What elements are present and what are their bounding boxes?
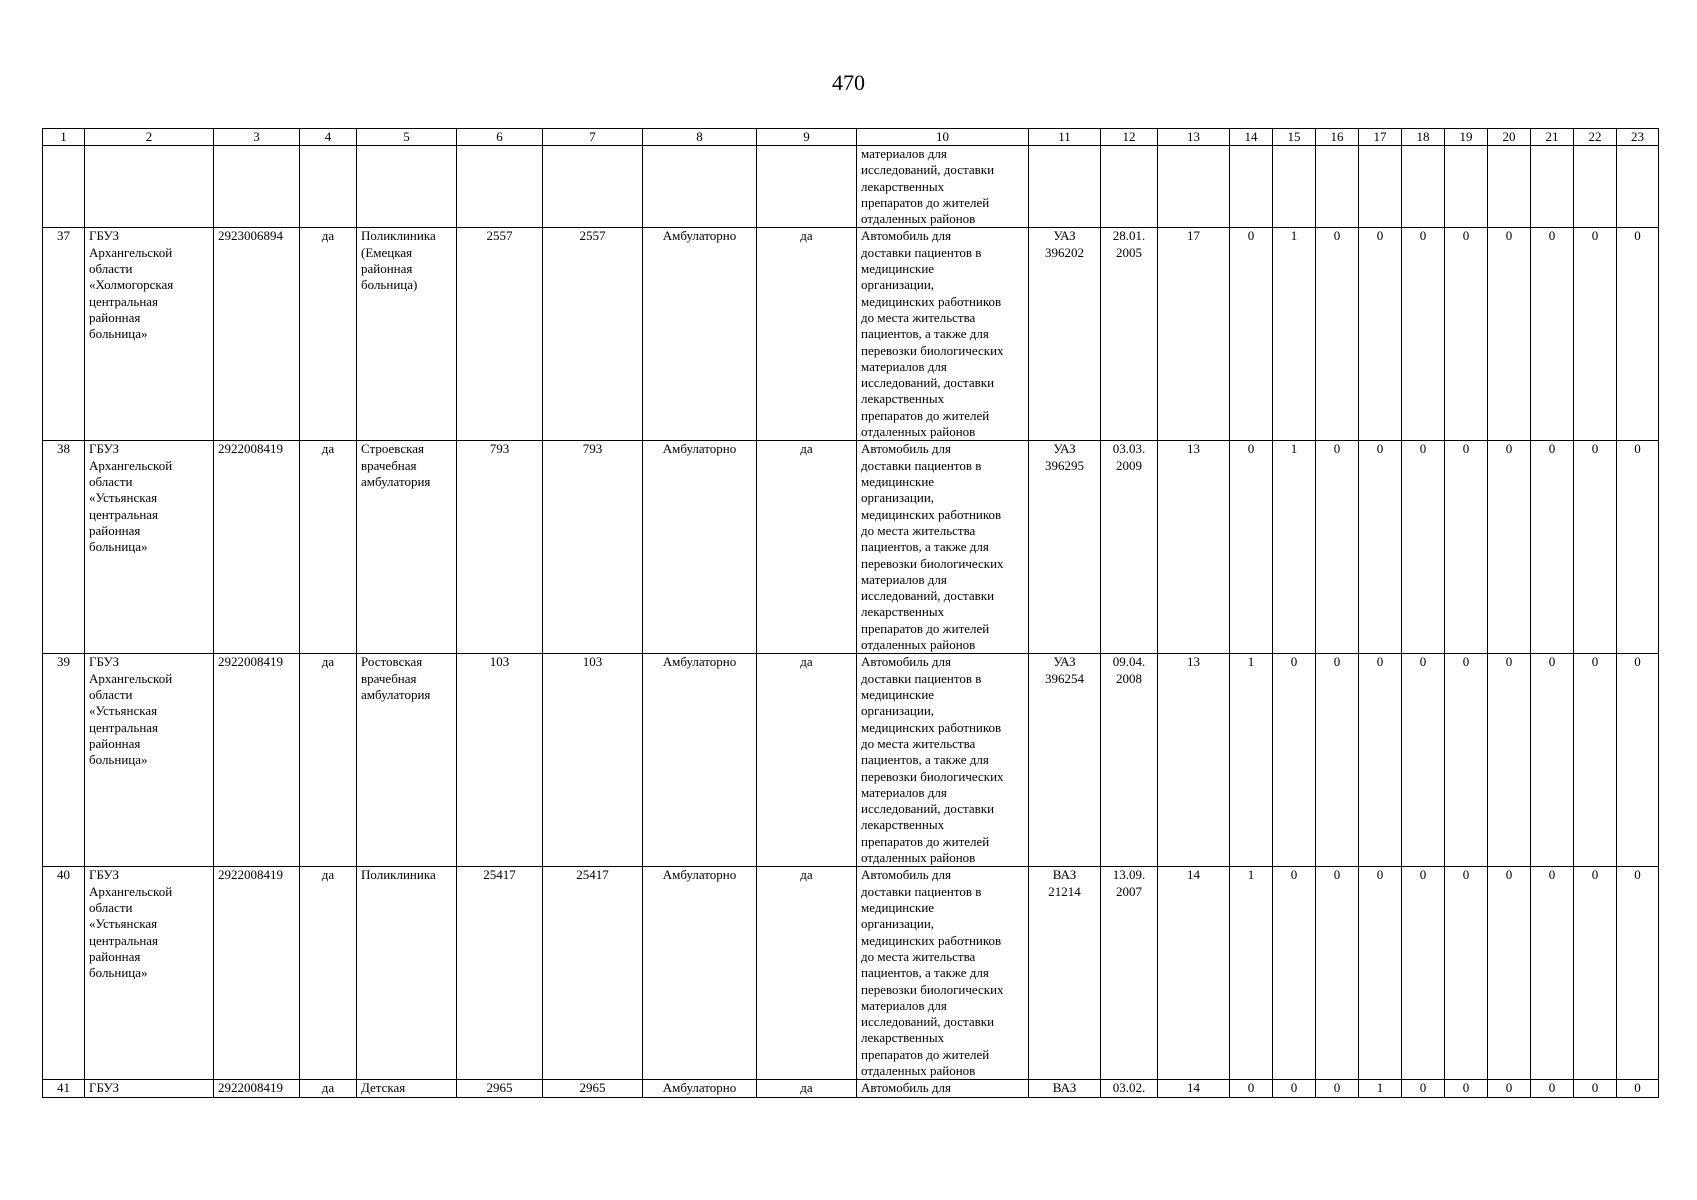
organization-cell-line: больница» (89, 326, 148, 342)
count-cell: 0 (1273, 1080, 1316, 1097)
flag-cell: да (300, 228, 357, 441)
row-number: 41 (43, 1080, 85, 1097)
column-number: 19 (1445, 129, 1488, 146)
inn-cell: 2922008419 (214, 1080, 300, 1097)
purpose-cell-line: медицинские (861, 900, 935, 916)
empty-cell (43, 146, 85, 228)
empty-cell (1158, 146, 1230, 228)
purpose-cell-line: лекарственных (861, 1030, 945, 1046)
organization-cell-line: больница» (89, 752, 148, 768)
count-cell: 1 (1359, 1080, 1402, 1097)
vehicle-model-cell-line: 396202 (1045, 244, 1084, 260)
table-row (43, 867, 1659, 1080)
vehicle-model-cell-line: ВАЗ (1052, 1080, 1077, 1096)
empty-cell (1316, 146, 1359, 228)
purpose-cell-line: медицинские (861, 261, 935, 277)
inn-cell: 2923006894 (214, 228, 300, 441)
department-cell-line: Поликлиника (361, 867, 436, 883)
purpose-cell-line: исследований, доставки (861, 162, 995, 178)
organization-cell (85, 441, 214, 654)
vehicle-model-cell-line: УАЗ (1053, 441, 1076, 457)
purpose-cell-line: Автомобиль для (861, 654, 952, 670)
row-number: 37 (43, 228, 85, 441)
count-cell: 0 (1488, 654, 1531, 867)
count-cell: 0 (1574, 441, 1617, 654)
purpose-cell-line: перевозки биологических (861, 342, 1004, 358)
date-cell-line: 03.03. (1112, 441, 1146, 457)
purpose-cell-line: медицинских работников (861, 932, 1002, 948)
value-cell: 2557 (457, 228, 543, 441)
purpose-cell-line: отдаленных районов (861, 637, 976, 653)
count-cell: 0 (1445, 228, 1488, 441)
department-cell-line: Строевская (361, 441, 424, 457)
department-cell (357, 1080, 457, 1097)
empty-cell (1029, 146, 1101, 228)
column-number: 7 (543, 129, 643, 146)
date-cell (1101, 441, 1158, 654)
column-number: 4 (300, 129, 357, 146)
column-number: 9 (757, 129, 857, 146)
purpose-cell-line: Автомобиль для (861, 1080, 952, 1096)
organization-cell-line: ГБУЗ (89, 1080, 120, 1096)
vehicle-model-cell-line: УАЗ (1053, 654, 1076, 670)
date-cell-line: 2007 (1116, 883, 1142, 899)
vehicle-model-cell (1029, 867, 1101, 1080)
column-number: 14 (1230, 129, 1273, 146)
department-cell (357, 867, 457, 1080)
inn-cell: 2922008419 (214, 654, 300, 867)
department-cell-line: (Емецкая (361, 244, 413, 260)
purpose-cell-line: медицинские (861, 687, 935, 703)
department-cell (357, 228, 457, 441)
organization-cell-line: центральная (89, 719, 159, 735)
purpose-cell (857, 867, 1029, 1080)
department-cell-line: амбулатория (361, 687, 431, 703)
column-number: 13 (1158, 129, 1230, 146)
purpose-cell-line: лекарственных (861, 178, 945, 194)
flag-cell: да (757, 1080, 857, 1097)
organization-cell-line: области (89, 900, 133, 916)
date-cell (1101, 1080, 1158, 1097)
count-cell: 0 (1359, 228, 1402, 441)
count-cell: 0 (1273, 867, 1316, 1080)
count-cell: 0 (1445, 654, 1488, 867)
purpose-cell-line: лекарственных (861, 391, 945, 407)
purpose-cell-line: препаратов до жителей (861, 407, 990, 423)
organization-cell-line: Архангельской (89, 244, 173, 260)
purpose-cell-line: пациентов, а также для (861, 539, 989, 555)
purpose-cell-line: до места жительства (861, 948, 976, 964)
purpose-cell-line: перевозки биологических (861, 768, 1004, 784)
count-cell: 0 (1574, 1080, 1617, 1097)
purpose-cell-line: исследований, доставки (861, 801, 995, 817)
column-number-row (43, 129, 1659, 146)
empty-cell (214, 146, 300, 228)
flag-cell: да (757, 441, 857, 654)
purpose-cell-line: доставки пациентов в (861, 457, 982, 473)
count-cell: 0 (1359, 867, 1402, 1080)
table-row (43, 228, 1659, 441)
empty-cell (1359, 146, 1402, 228)
vehicle-model-cell (1029, 1080, 1101, 1097)
empty-cell (543, 146, 643, 228)
count-cell: 0 (1488, 228, 1531, 441)
column-number: 16 (1316, 129, 1359, 146)
purpose-cell-line: исследований, доставки (861, 375, 995, 391)
organization-cell-line: центральная (89, 293, 159, 309)
empty-cell (1230, 146, 1273, 228)
date-cell (1101, 654, 1158, 867)
count-cell: 0 (1316, 441, 1359, 654)
count-cell: 0 (1617, 441, 1659, 654)
column-number: 5 (357, 129, 457, 146)
date-cell (1101, 228, 1158, 441)
value-cell: 793 (543, 441, 643, 654)
organization-cell (85, 228, 214, 441)
department-cell-line: Поликлиника (361, 228, 436, 244)
purpose-cell-line: отдаленных районов (861, 1063, 976, 1079)
value-cell: 103 (457, 654, 543, 867)
empty-cell (757, 146, 857, 228)
count-cell: 0 (1574, 228, 1617, 441)
column-number: 1 (43, 129, 85, 146)
purpose-cell (857, 441, 1029, 654)
vehicle-model-cell (1029, 441, 1101, 654)
value-cell: 2965 (457, 1080, 543, 1097)
value-cell: 17 (1158, 228, 1230, 441)
count-cell: 0 (1531, 654, 1574, 867)
value-cell: 13 (1158, 441, 1230, 654)
vehicle-model-cell-line: 396254 (1045, 670, 1084, 686)
purpose-cell-line: организации, (861, 703, 935, 719)
department-cell-line: районная (361, 261, 413, 277)
organization-cell (85, 1080, 214, 1097)
empty-cell (1531, 146, 1574, 228)
purpose-cell (857, 146, 1029, 228)
count-cell: 0 (1316, 1080, 1359, 1097)
purpose-cell-line: организации, (861, 490, 935, 506)
column-number: 6 (457, 129, 543, 146)
value-cell: 2557 (543, 228, 643, 441)
department-cell-line: амбулатория (361, 474, 431, 490)
department-cell-line: Ростовская (361, 654, 423, 670)
count-cell: 0 (1488, 441, 1531, 654)
count-cell: 0 (1617, 228, 1659, 441)
count-cell: 0 (1402, 228, 1445, 441)
count-cell: 0 (1316, 867, 1359, 1080)
purpose-cell-line: доставки пациентов в (861, 883, 982, 899)
empty-cell (457, 146, 543, 228)
column-number: 17 (1359, 129, 1402, 146)
count-cell: 0 (1230, 228, 1273, 441)
organization-cell-line: ГБУЗ (89, 654, 120, 670)
count-cell: 1 (1273, 441, 1316, 654)
count-cell: 0 (1488, 1080, 1531, 1097)
empty-cell (1488, 146, 1531, 228)
value-cell: 13 (1158, 654, 1230, 867)
empty-cell (1402, 146, 1445, 228)
purpose-cell-line: материалов для (861, 784, 947, 800)
organization-cell-line: ГБУЗ (89, 441, 120, 457)
department-cell-line: врачебная (361, 457, 417, 473)
organization-cell-line: центральная (89, 506, 159, 522)
column-number: 15 (1273, 129, 1316, 146)
column-number: 12 (1101, 129, 1158, 146)
count-cell: 0 (1574, 867, 1617, 1080)
purpose-cell-line: отдаленных районов (861, 850, 976, 866)
purpose-cell-line: пациентов, а также для (861, 752, 989, 768)
purpose-cell-line: организации, (861, 916, 935, 932)
purpose-cell-line: лекарственных (861, 817, 945, 833)
vehicle-model-cell (1029, 654, 1101, 867)
organization-cell-line: Архангельской (89, 883, 173, 899)
purpose-cell-line: лекарственных (861, 604, 945, 620)
flag-cell: да (757, 867, 857, 1080)
value-cell: 103 (543, 654, 643, 867)
vehicle-model-cell-line: 396295 (1045, 457, 1084, 473)
organization-cell-line: «Холмогорская (89, 277, 174, 293)
column-number: 10 (857, 129, 1029, 146)
purpose-cell (857, 228, 1029, 441)
empty-cell (1273, 146, 1316, 228)
date-cell-line: 28.01. (1112, 228, 1146, 244)
department-cell (357, 654, 457, 867)
vehicle-model-cell-line: УАЗ (1053, 228, 1076, 244)
organization-cell-line: «Устьянская (89, 916, 158, 932)
column-number: 22 (1574, 129, 1617, 146)
purpose-cell-line: перевозки биологических (861, 555, 1004, 571)
date-cell-line: 2008 (1116, 670, 1142, 686)
purpose-cell-line: до места жительства (861, 522, 976, 538)
organization-cell-line: районная (89, 948, 141, 964)
count-cell: 1 (1273, 228, 1316, 441)
count-cell: 1 (1230, 654, 1273, 867)
count-cell: 0 (1316, 654, 1359, 867)
count-cell: 0 (1617, 867, 1659, 1080)
count-cell: 0 (1445, 441, 1488, 654)
purpose-cell-line: препаратов до жителей (861, 1046, 990, 1062)
count-cell: 0 (1273, 654, 1316, 867)
purpose-cell-line: препаратов до жителей (861, 194, 990, 210)
count-cell: 0 (1617, 654, 1659, 867)
purpose-cell (857, 654, 1029, 867)
empty-cell (300, 146, 357, 228)
organization-cell-line: районная (89, 522, 141, 538)
purpose-cell-line: исследований, доставки (861, 588, 995, 604)
column-number: 18 (1402, 129, 1445, 146)
purpose-cell-line: организации, (861, 277, 935, 293)
empty-cell (643, 146, 757, 228)
date-cell-line: 03.02. (1112, 1080, 1146, 1096)
organization-cell-line: области (89, 261, 133, 277)
purpose-cell-line: медицинские (861, 474, 935, 490)
purpose-cell (857, 1080, 1029, 1097)
organization-cell-line: районная (89, 309, 141, 325)
purpose-cell-line: Автомобиль для (861, 867, 952, 883)
count-cell: 0 (1445, 867, 1488, 1080)
count-cell: 0 (1531, 867, 1574, 1080)
purpose-cell-line: препаратов до жителей (861, 620, 990, 636)
date-cell-line: 2009 (1116, 457, 1142, 473)
organization-cell-line: Архангельской (89, 670, 173, 686)
empty-cell (1445, 146, 1488, 228)
organization-cell-line: ГБУЗ (89, 867, 120, 883)
purpose-cell-line: до места жительства (861, 735, 976, 751)
vehicle-model-cell-line: ВАЗ (1052, 867, 1077, 883)
organization-cell-line: центральная (89, 932, 159, 948)
organization-cell-line: области (89, 474, 133, 490)
inn-cell: 2922008419 (214, 441, 300, 654)
empty-cell (1101, 146, 1158, 228)
row-number: 38 (43, 441, 85, 654)
value-cell: 2965 (543, 1080, 643, 1097)
purpose-cell-line: пациентов, а также для (861, 326, 989, 342)
count-cell: 0 (1488, 867, 1531, 1080)
column-number: 11 (1029, 129, 1101, 146)
care-type-cell: Амбулаторно (643, 228, 757, 441)
date-cell-line: 2005 (1116, 244, 1142, 260)
date-cell-line: 09.04. (1112, 654, 1146, 670)
purpose-cell-line: материалов для (861, 997, 947, 1013)
inn-cell: 2922008419 (214, 867, 300, 1080)
count-cell: 0 (1359, 654, 1402, 867)
purpose-cell-line: медицинских работников (861, 506, 1002, 522)
department-cell-line: Детская (361, 1080, 406, 1096)
page-number: 470 (832, 70, 865, 95)
column-number: 23 (1617, 129, 1659, 146)
flag-cell: да (757, 228, 857, 441)
purpose-cell-line: отдаленных районов (861, 211, 976, 227)
column-number: 20 (1488, 129, 1531, 146)
count-cell: 0 (1230, 1080, 1273, 1097)
organization-cell-line: «Устьянская (89, 490, 158, 506)
empty-cell (1574, 146, 1617, 228)
count-cell: 0 (1445, 1080, 1488, 1097)
purpose-cell-line: препаратов до жителей (861, 833, 990, 849)
continuation-row (43, 146, 1659, 228)
count-cell: 0 (1402, 1080, 1445, 1097)
purpose-cell-line: отдаленных районов (861, 424, 976, 440)
count-cell: 1 (1230, 867, 1273, 1080)
date-cell (1101, 867, 1158, 1080)
flag-cell: да (300, 867, 357, 1080)
department-cell-line: больница) (361, 277, 418, 293)
count-cell: 0 (1617, 1080, 1659, 1097)
count-cell: 0 (1359, 441, 1402, 654)
count-cell: 0 (1574, 654, 1617, 867)
vehicle-model-cell-line: 21214 (1048, 883, 1081, 899)
column-number: 8 (643, 129, 757, 146)
care-type-cell: Амбулаторно (643, 654, 757, 867)
organization-cell (85, 867, 214, 1080)
organization-cell-line: районная (89, 735, 141, 751)
vehicle-model-cell (1029, 228, 1101, 441)
organization-cell-line: больница» (89, 539, 148, 555)
department-cell (357, 441, 457, 654)
organization-cell-line: Архангельской (89, 457, 173, 473)
purpose-cell-line: медицинских работников (861, 719, 1002, 735)
data-table (42, 128, 1659, 1098)
purpose-cell-line: медицинских работников (861, 293, 1002, 309)
count-cell: 0 (1402, 441, 1445, 654)
count-cell: 0 (1402, 654, 1445, 867)
value-cell: 25417 (543, 867, 643, 1080)
count-cell: 0 (1531, 1080, 1574, 1097)
date-cell-line: 13.09. (1112, 867, 1146, 883)
purpose-cell-line: до места жительства (861, 309, 976, 325)
count-cell: 0 (1531, 228, 1574, 441)
purpose-cell-line: Автомобиль для (861, 441, 952, 457)
value-cell: 793 (457, 441, 543, 654)
value-cell: 25417 (457, 867, 543, 1080)
row-number: 40 (43, 867, 85, 1080)
flag-cell: да (300, 1080, 357, 1097)
count-cell: 0 (1230, 441, 1273, 654)
column-number: 21 (1531, 129, 1574, 146)
purpose-cell-line: материалов для (861, 571, 947, 587)
organization-cell-line: ГБУЗ (89, 228, 120, 244)
purpose-cell-line: доставки пациентов в (861, 244, 982, 260)
purpose-cell-line: исследований, доставки (861, 1014, 995, 1030)
flag-cell: да (300, 654, 357, 867)
empty-cell (357, 146, 457, 228)
purpose-cell-line: материалов для (861, 146, 947, 161)
column-number: 3 (214, 129, 300, 146)
value-cell: 14 (1158, 1080, 1230, 1097)
table-row (43, 654, 1659, 867)
value-cell: 14 (1158, 867, 1230, 1080)
empty-cell (85, 146, 214, 228)
count-cell: 0 (1531, 441, 1574, 654)
table-row (43, 441, 1659, 654)
care-type-cell: Амбулаторно (643, 441, 757, 654)
organization-cell-line: «Устьянская (89, 703, 158, 719)
flag-cell: да (300, 441, 357, 654)
care-type-cell: Амбулаторно (643, 1080, 757, 1097)
purpose-cell-line: пациентов, а также для (861, 965, 989, 981)
count-cell: 0 (1402, 867, 1445, 1080)
purpose-cell-line: доставки пациентов в (861, 670, 982, 686)
purpose-cell-line: перевозки биологических (861, 981, 1004, 997)
care-type-cell: Амбулаторно (643, 867, 757, 1080)
count-cell: 0 (1316, 228, 1359, 441)
table-row (43, 1080, 1659, 1097)
column-number: 2 (85, 129, 214, 146)
purpose-cell-line: материалов для (861, 358, 947, 374)
empty-cell (1617, 146, 1659, 228)
purpose-cell-line: Автомобиль для (861, 228, 952, 244)
department-cell-line: врачебная (361, 670, 417, 686)
organization-cell-line: области (89, 687, 133, 703)
flag-cell: да (757, 654, 857, 867)
row-number: 39 (43, 654, 85, 867)
organization-cell (85, 654, 214, 867)
organization-cell-line: больница» (89, 965, 148, 981)
